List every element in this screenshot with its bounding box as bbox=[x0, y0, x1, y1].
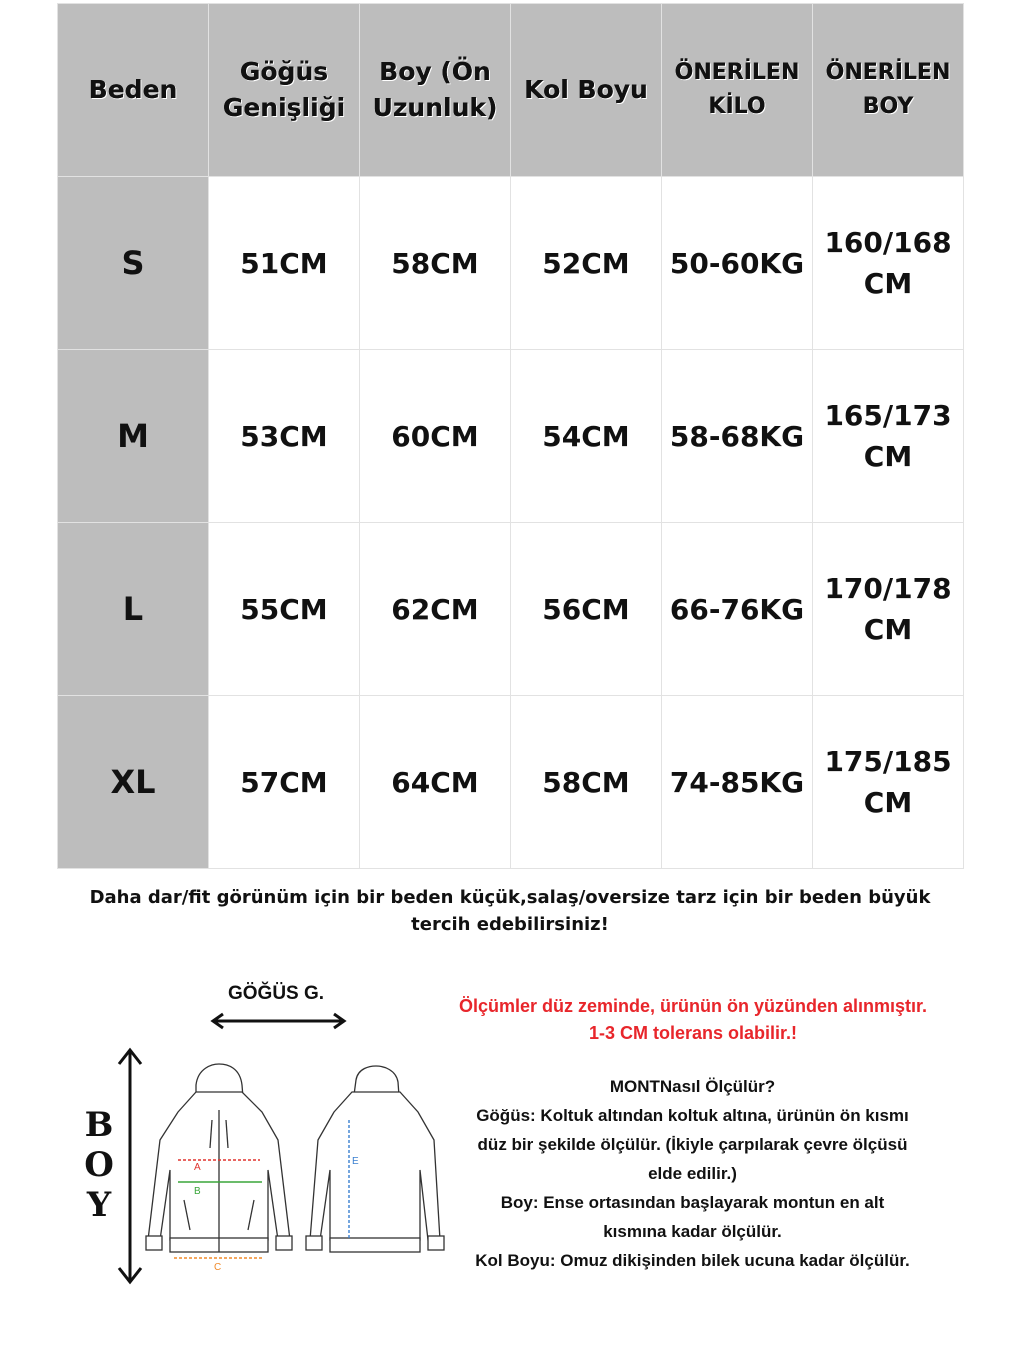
length-cell: 62CM bbox=[360, 523, 511, 696]
warning-line-2: 1-3 CM tolerans olabilir.! bbox=[588, 1023, 798, 1043]
chest-cell: 51CM bbox=[209, 177, 360, 350]
howto-sleeve: Kol Boyu: Omuz dikişinden bilek ucuna kadar ölçülür. bbox=[475, 1251, 910, 1270]
weight-cell: 50-60KG bbox=[662, 177, 813, 350]
boy-letter-y: Y bbox=[86, 1185, 112, 1225]
length-cell: 58CM bbox=[360, 177, 511, 350]
header-size: Beden bbox=[58, 4, 209, 177]
height-cell: 170/178 CM bbox=[813, 523, 964, 696]
measurement-warning bbox=[418, 993, 968, 1047]
weight-cell: 58-68KG bbox=[662, 350, 813, 523]
chest-cell: 53CM bbox=[209, 350, 360, 523]
sleeve-cell: 54CM bbox=[511, 350, 662, 523]
boy-letter-o: O bbox=[84, 1145, 114, 1185]
header-weight: ÖNERİLEN KİLO bbox=[662, 4, 813, 177]
height-cell: 175/185 CM bbox=[813, 696, 964, 869]
mark-label-c: C bbox=[214, 1262, 222, 1273]
chest-cell: 57CM bbox=[209, 696, 360, 869]
howto-chest: Göğüs: Koltuk altından koltuk altına, ürünün ön kısmı düz bir şekilde ölçülür. (İkiyle çarpılarak çevre ölçüsü elde edilir.) bbox=[476, 1106, 909, 1183]
height-cell: 160/168 CM bbox=[813, 177, 964, 350]
jacket-front-icon bbox=[146, 1064, 292, 1252]
length-cell: 60CM bbox=[360, 350, 511, 523]
chest-cell: 55CM bbox=[209, 523, 360, 696]
sleeve-cell: 56CM bbox=[511, 523, 662, 696]
mark-label-e: E bbox=[352, 1156, 359, 1167]
mark-label-b: B bbox=[194, 1186, 201, 1197]
chest-width-label: GÖĞÜS G. bbox=[228, 983, 325, 1004]
header-chest: Göğüs Genişliği bbox=[209, 4, 360, 177]
header-sleeve: Kol Boyu bbox=[511, 4, 662, 177]
sleeve-cell: 52CM bbox=[511, 177, 662, 350]
size-cell: L bbox=[58, 523, 209, 696]
length-arrow-icon bbox=[119, 1050, 141, 1282]
warning-line-1: Ölçümler düz zeminde, ürünün ön yüzünden alınmıştır. bbox=[458, 996, 928, 1016]
jacket-back-icon bbox=[306, 1066, 444, 1252]
header-length: Boy (Ön Uzunluk) bbox=[360, 4, 511, 177]
fit-note: Daha dar/fit görünüm için bir beden küçük,salaş/oversize tarz için bir beden büyük tercih edebilirsiniz! bbox=[89, 887, 931, 935]
chest-arrow-icon bbox=[213, 1014, 344, 1028]
size-cell: M bbox=[58, 350, 209, 523]
header-height: ÖNERİLEN BOY bbox=[813, 4, 964, 177]
size-cell: XL bbox=[58, 696, 209, 869]
howto-length: Boy: Ense ortasından başlayarak montun en alt kısmına kadar ölçülür. bbox=[500, 1193, 885, 1241]
weight-cell: 74-85KG bbox=[662, 696, 813, 869]
boy-letter-b: B bbox=[84, 1105, 114, 1145]
sleeve-cell: 58CM bbox=[511, 696, 662, 869]
size-cell: S bbox=[58, 177, 209, 350]
mark-label-a: A bbox=[194, 1162, 201, 1173]
length-cell: 64CM bbox=[360, 696, 511, 869]
how-to-measure bbox=[470, 1072, 915, 1275]
howto-title: MONTNasıl Ölçülür? bbox=[609, 1077, 776, 1096]
weight-cell: 66-76KG bbox=[662, 523, 813, 696]
height-cell: 165/173 CM bbox=[813, 350, 964, 523]
